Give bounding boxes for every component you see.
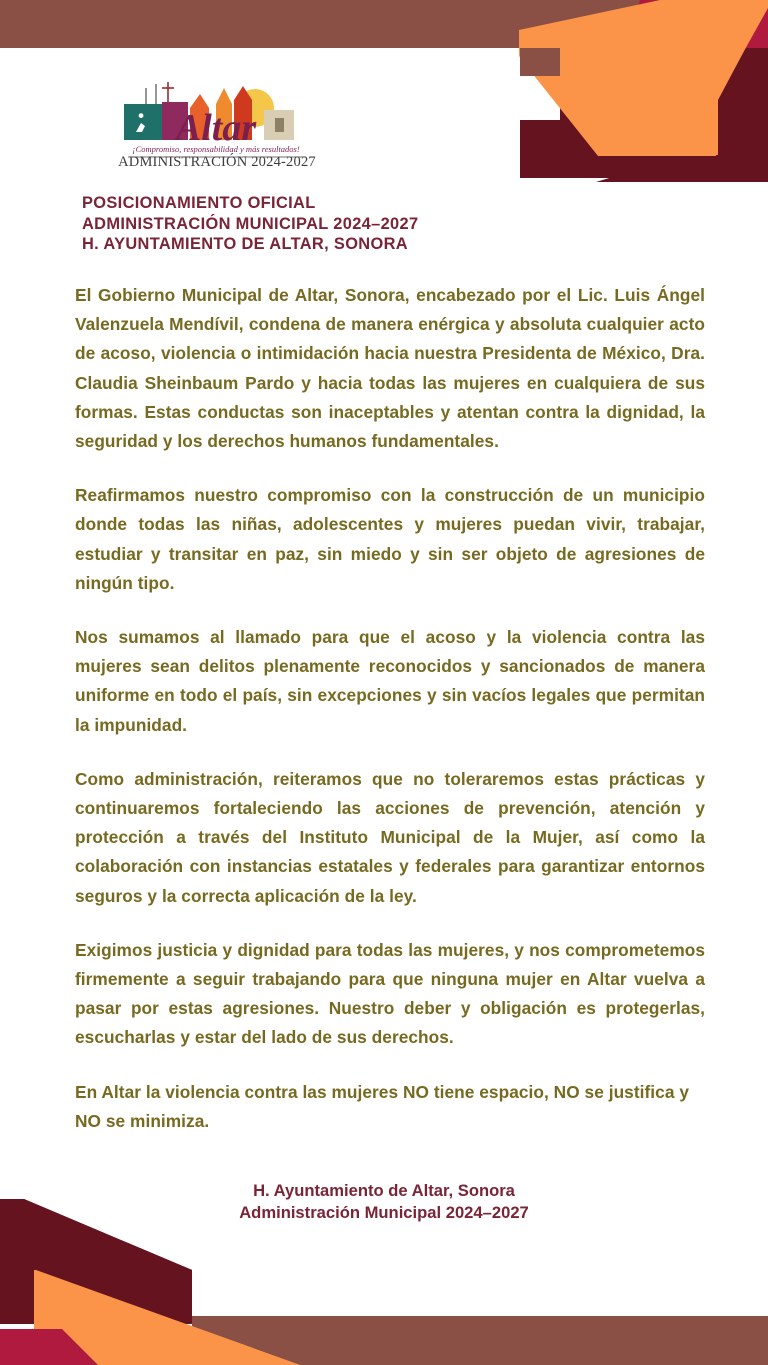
statement-body [75,281,705,1136]
paragraph: Reafirmamos nuestro compromiso con la construcción de un municipio donde todas las niñas, adolescentes y mujeres puedan vivir, trabajar, estudiar y transitar en paz, sin miedo y sin ser objeto de agresiones de ningún tipo. [75,485,705,593]
heading-line-2: ADMINISTRACIÓN MUNICIPAL 2024–2027 [82,214,419,233]
logo-wordmark: Altar [175,107,257,149]
heading-line-3: H. AYUNTAMIENTO DE ALTAR, SONORA [82,235,408,253]
bottom-left-orange-overlay [34,1270,300,1365]
paragraph: Como administración, reiteramos que no toleraremos estas prácticas y continuaremos fortaleciendo las acciones de prevención, atención y protección a través del Instituto Municipal de la Mujer, así como la colaboración con instancias estatales y federales para garantizar entornos seguros y la correcta aplicación de la ley. [75,768,705,906]
paragraph: En Altar la violencia contra las mujeres NO tiene espacio, NO se justifica y NO se minimiza. [75,1081,689,1131]
bottom-left-orange-ribbon-main [34,1270,300,1365]
logo-teal-block [124,104,162,140]
signature-line-1: H. Ayuntamiento de Altar, Sonora [253,1181,515,1200]
top-right-maroon-slab [520,48,768,178]
paragraph: El Gobierno Municipal de Altar, Sonora, encabezado por el Lic. Luis Ángel Valenzuela Mendívil, condena de manera enérgica y absoluta cualquier acto de acoso, violencia o intimidación hacia nuestra Presidenta de México, Dra. Claudia Sheinbaum Pardo y hacia todas las mujeres en cualquiera de sus formas. Estas conductas son inaceptables y atentan contra la dignidad, la seguridad y los derechos humanos fundamentales. [75,285,705,452]
paragraph: Nos sumamos al llamado para que el acoso y la violencia contra las mujeres sean delitos plenamente reconocidos y sancionados de manera uniforme en todo el país, sin excepciones y sin vacíos legales que permitan la impunidad. [75,627,705,735]
logo-tagline: ¡Compromiso, responsabilidad y más resultados! [132,144,300,154]
signature-block [0,1180,768,1224]
altar-logo [112,74,322,178]
top-right-brown-tail [520,48,560,76]
top-right-maroon-diagonal [560,100,768,178]
bottom-left-crimson-block [0,1330,150,1365]
document-heading [82,193,418,255]
paragraph: Exigimos justicia y dignidad para todas las mujeres, y nos comprometemos firmemente a seguir trabajando para que ninguna mujer en Altar vuelva a pasar por estas agresiones. Nuestro deber y obligación es protegerlas, escucharlas y estar del lado de sus derechos. [75,939,705,1048]
bottom-left-orange-ribbon [34,1270,280,1365]
top-right-orange-ribbon-main [519,0,768,155]
top-right-maroon-slab-lower [520,120,768,178]
bottom-left-crimson-top [0,1329,98,1365]
heading-line-1: POSICIONAMIENTO OFICIAL [82,194,316,212]
top-right-crimson-wedge [612,0,768,100]
logo-beige-window [275,118,284,132]
top-right-orange-ribbon [520,0,768,156]
top-brown-band [0,0,640,48]
bottom-left-crimson-block-b [0,1329,96,1365]
bottom-left-orange-top [34,1270,300,1365]
top-right-maroon-taper [596,130,768,182]
signature-line-2: Administración Municipal 2024–2027 [239,1203,529,1222]
logo-admin-line: ADMINISTRACIÓN 2024-2027 [118,154,316,170]
bottom-brown-band [192,1316,768,1365]
